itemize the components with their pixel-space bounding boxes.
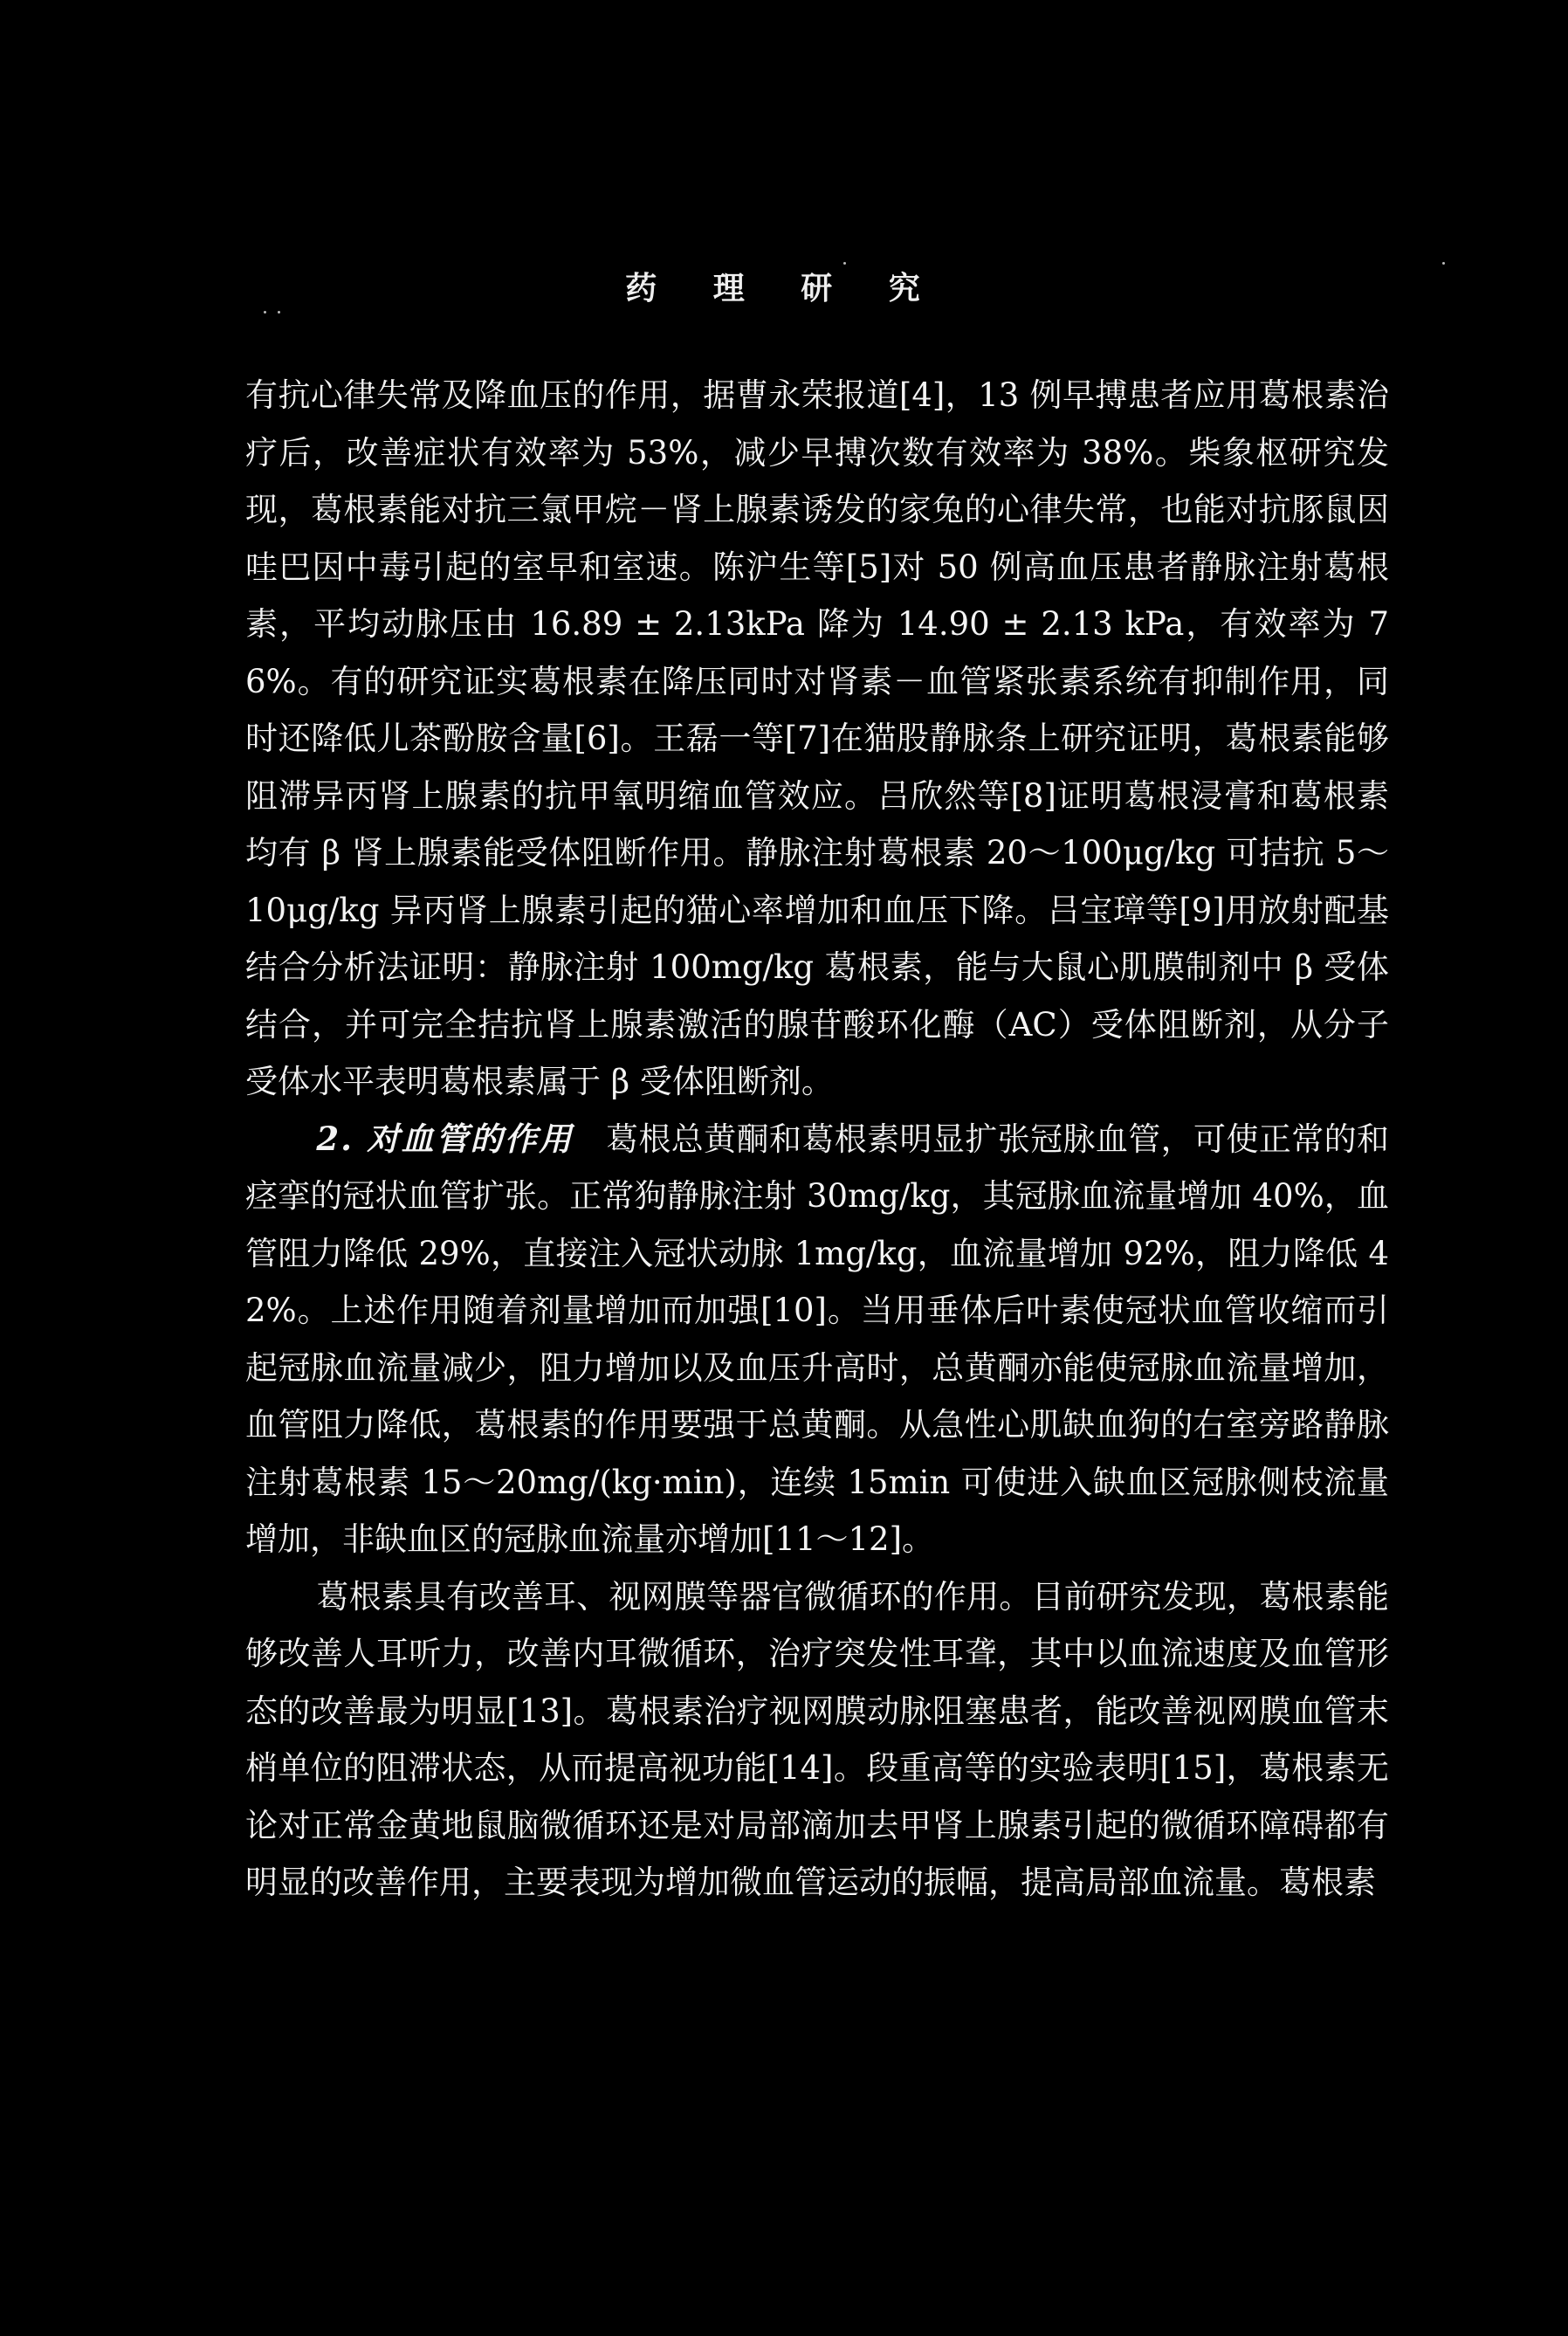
paragraph-microcirculation: 葛根素具有改善耳、视网膜等器官微循环的作用。目前研究发现，葛根素能够改善人耳听力，改善内耳微循环，治疗突发性耳聋，其中以血流速度及血管形态的改善最为明显[13]。葛根素治疗视网膜动脉阻塞患者，能改善视网膜血管末梢单位的阻滞状态，从而提高视功能[14]。段重高等的实验表明[15]，葛根素无论对正常金黄地鼠脑微循环还是对局部滴加去甲肾上腺素引起的微循环障碍都有明显的改善作用，主要表现为增加微血管运动的振幅，提高局部血流量。葛根素 [245, 1577, 1389, 1901]
article-body [245, 367, 1389, 1912]
scan-speck [278, 311, 280, 314]
scan-speck [264, 311, 266, 314]
paragraph-vascular [245, 1111, 1389, 1568]
paragraph-vascular-text: 葛根总黄酮和葛根素明显扩张冠脉血管，可使正常的和痉挛的冠状血管扩张。正常狗静脉注射 30mg/kg，其冠脉血流量增加 40%，血管阻力降低 29%，直接注入冠状动脉 1mg/kg，血流量增加 92%，阻力降低 42%。上述作用随着剂量增加而加强[10]。当用垂体后叶素使冠状血管收缩而引起冠脉血流量减少，阻力增加以及血压升高时，总黄酮亦能使冠脉血流量增加，血管阻力降低，葛根素的作用要强于总黄酮。从急性心肌缺血狗的右室旁路静脉注射葛根素 15～20mg/(kg·min)，连续 15min 可使进入缺血区冠脉侧枝流量增加，非缺血区的冠脉血流量亦增加[11～12]。 [245, 1120, 1390, 1558]
running-header: 药 理 研 究 [625, 270, 943, 307]
section-heading: 2. 对血管的作用 [316, 1119, 574, 1158]
paragraph-antiarrhythmic: 有抗心律失常及降血压的作用，据曹永荣报道[4]，13 例早搏患者应用葛根素治疗后，改善症状有效率为 53%，减少早搏次数有效率为 38%。柴象枢研究发现，葛根素能对抗三氯甲烷－肾上腺素诱发的家兔的心律失常，也能对抗豚鼠因哇巴因中毒引起的室早和室速。陈沪生等[5]对 50 例高血压患者静脉注射葛根素，平均动脉压由 16.89 ± 2.13kPa 降为 14.90 ± 2.13 kPa，有效率为 76%。有的研究证实葛根素在降压同时对肾素－血管紧张素系统有抑制作用，同时还降低儿茶酚胺含量[6]。王磊一等[7]在猫股静脉条上研究证明，葛根素能够阻滞异丙肾上腺素的抗甲氧明缩血管效应。吕欣然等[8]证明葛根浸膏和葛根素均有 β 肾上腺素能受体阻断作用。静脉注射葛根素 20～100μg/kg 可拮抗 5～10μg/kg 异丙肾上腺素引起的猫心率增加和血压下降。吕宝璋等[9]用放射配基结合分析法证明：静脉注射 100mg/kg 葛根素，能与大鼠心肌膜制剂中 β 受体结合，并可完全拮抗肾上腺素激活的腺苷酸环化酶（AC）受体阻断剂，从分子受体水平表明葛根素属于 β 受体阻断剂。 [245, 376, 1389, 1100]
